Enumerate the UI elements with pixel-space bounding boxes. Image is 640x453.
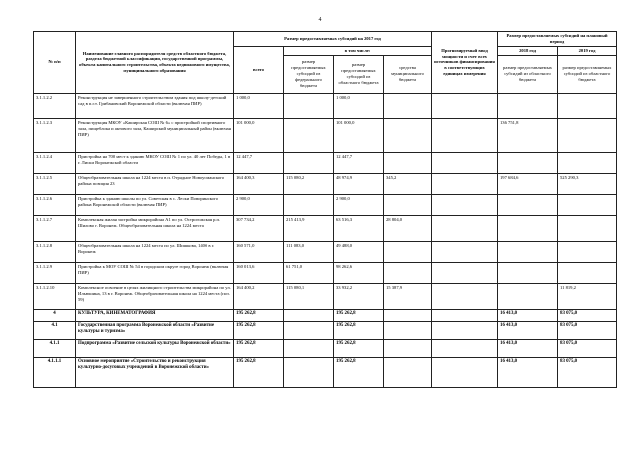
cell-mun xyxy=(384,321,432,339)
cell-y2019 xyxy=(558,194,617,215)
cell-y2019: 525 290,3 xyxy=(558,173,617,194)
cell-y2018: 16 413,0 xyxy=(498,309,558,321)
table-row xyxy=(34,93,617,118)
cell-fed: 215 413,9 xyxy=(284,215,334,241)
cell-capacity xyxy=(432,339,498,357)
cell-capacity xyxy=(432,262,498,283)
cell-y2018 xyxy=(498,93,558,118)
header-reg: размер предоставляемых субсидий из областного бюджета xyxy=(334,55,384,93)
cell-num: 3.1.1.2.5 xyxy=(34,173,76,194)
cell-capacity xyxy=(432,173,498,194)
cell-fed xyxy=(284,194,334,215)
cell-name: КУЛЬТУРА, КИНЕМАТОГРАФИЯ xyxy=(76,309,234,321)
cell-mun xyxy=(384,118,432,152)
cell-reg: 12 447,7 xyxy=(334,152,384,173)
table-row xyxy=(34,241,617,262)
header-total: всего xyxy=(234,46,284,93)
cell-y2018: 197 684,6 xyxy=(498,173,558,194)
cell-fed xyxy=(284,93,334,118)
cell-num: 3.1.1.2.4 xyxy=(34,152,76,173)
cell-mun xyxy=(384,357,432,387)
cell-total: 195 262,8 xyxy=(234,309,284,321)
cell-num: 4 xyxy=(34,309,76,321)
cell-fed xyxy=(284,357,334,387)
cell-y2019 xyxy=(558,262,617,283)
cell-y2018: 16 413,0 xyxy=(498,339,558,357)
header-mun: средства муниципального бюджета xyxy=(384,55,432,93)
cell-name: Пристройка к зданию школы по ул. Советская в с. Лески Поворинского района Воронежской области (включая ПИР) xyxy=(76,194,234,215)
cell-num: 3.1.1.2.9 xyxy=(34,262,76,283)
cell-fed: 61 751,0 xyxy=(284,262,334,283)
cell-y2018: 136 751,8 xyxy=(498,118,558,152)
cell-name: Общеобразовательная школа на 1224 места в п. Отрадное Новоусманского района позиция 23 xyxy=(76,173,234,194)
cell-num: 3.1.1.2.7 xyxy=(34,215,76,241)
header-including: в том числе: xyxy=(284,46,432,55)
cell-y2019: 11 819,2 xyxy=(558,283,617,309)
cell-reg: 195 262,8 xyxy=(334,309,384,321)
cell-mun xyxy=(384,262,432,283)
cell-reg: 195 262,8 xyxy=(334,339,384,357)
table-row xyxy=(34,339,617,357)
cell-name: Общеобразовательная школа на 1224 места по ул. Шишкова, 140б в г. Воронеж xyxy=(76,241,234,262)
cell-total: 195 262,8 xyxy=(234,357,284,387)
cell-mun: 28 804,0 xyxy=(384,215,432,241)
cell-name: Комплексная жилая застройка микрорайона А1 по ул. Острогожская р.п. Шилово г. Воронеж. Общеобразовательная школа на 1224 места xyxy=(76,215,234,241)
table-row xyxy=(34,321,617,339)
cell-mun xyxy=(384,339,432,357)
cell-reg: 195 262,8 xyxy=(334,357,384,387)
cell-y2019: 83 075,0 xyxy=(558,309,617,321)
cell-fed: 111 083,0 xyxy=(284,241,334,262)
header-year-2018: 2018 год xyxy=(498,46,558,55)
cell-total: 101 000,0 xyxy=(234,118,284,152)
cell-y2019: 83 075,0 xyxy=(558,357,617,387)
table-row xyxy=(34,215,617,241)
subsidy-table xyxy=(33,31,617,388)
header-year-2019: 2019 год xyxy=(558,46,617,55)
cell-capacity xyxy=(432,215,498,241)
header-capacity: Прогнозируемый ввод мощности и счет всех источников финансирования в соответствующих единицах измерения xyxy=(432,32,498,94)
table-row xyxy=(34,152,617,173)
cell-fed: 115 080,1 xyxy=(284,283,334,309)
cell-capacity xyxy=(432,241,498,262)
cell-capacity xyxy=(432,321,498,339)
header-reg-2019: размер предоставляемых субсидий из областного бюджета xyxy=(558,55,617,93)
cell-y2019 xyxy=(558,93,617,118)
header-fed: размер предоставляемых субсидий из федерального бюджета xyxy=(284,55,334,93)
cell-total: 12 447,7 xyxy=(234,152,284,173)
cell-reg: 63 516,3 xyxy=(334,215,384,241)
cell-num: 3.1.1.2.8 xyxy=(34,241,76,262)
table-row xyxy=(34,173,617,194)
cell-mun xyxy=(384,194,432,215)
cell-total: 164 400,2 xyxy=(234,283,284,309)
cell-reg: 48 974,9 xyxy=(334,173,384,194)
cell-capacity xyxy=(432,283,498,309)
cell-y2019 xyxy=(558,118,617,152)
cell-reg: 2 900,0 xyxy=(334,194,384,215)
cell-mun: 345,2 xyxy=(384,173,432,194)
cell-total: 160 571,0 xyxy=(234,241,284,262)
cell-num: 3.1.1.2.2 xyxy=(34,93,76,118)
cell-mun xyxy=(384,309,432,321)
cell-y2019 xyxy=(558,152,617,173)
cell-name: Реконструкция МКОУ «Каширская СОШ № 6» с пристройкой спортивного зала, пищеблока и актового зала, Каширский муниципальный район (включая ПИР) xyxy=(76,118,234,152)
cell-capacity xyxy=(432,118,498,152)
cell-num: 4.1 xyxy=(34,321,76,339)
cell-total: 160 013,6 xyxy=(234,262,284,283)
cell-name: Пристройка на 700 мест к зданию МКОУ СОШ № 1 по ул. 40 лет Победы, 1 в г. Лиски Воронежской области xyxy=(76,152,234,173)
cell-capacity xyxy=(432,152,498,173)
header-num: № п/п xyxy=(34,32,76,94)
table-row xyxy=(34,194,617,215)
cell-fed xyxy=(284,152,334,173)
cell-total: 2 900,0 xyxy=(234,194,284,215)
cell-fed xyxy=(284,339,334,357)
cell-reg: 1 000,0 xyxy=(334,93,384,118)
cell-capacity xyxy=(432,93,498,118)
cell-capacity xyxy=(432,357,498,387)
cell-num: 3.1.1.2.6 xyxy=(34,194,76,215)
cell-name: Пристройка к МОУ СОШ № 54 в городском округе город Воронеж (включая ПИР) xyxy=(76,262,234,283)
table-row xyxy=(34,262,617,283)
cell-y2019: 83 075,0 xyxy=(558,321,617,339)
cell-num: 3.1.1.2.10 xyxy=(34,283,76,309)
cell-num: 4.1.1.1 xyxy=(34,357,76,387)
header-subsidy-2017: Размер предоставляемых субсидий на 2017 год xyxy=(234,32,432,47)
cell-name: Государственная программа Воронежской области «Развитие культуры и туризма» xyxy=(76,321,234,339)
cell-y2019 xyxy=(558,241,617,262)
cell-mun xyxy=(384,152,432,173)
cell-name: Основное мероприятие «Строительство и реконструкция культурно-досуговых учреждений в Воронежской области» xyxy=(76,357,234,387)
cell-y2019 xyxy=(558,215,617,241)
cell-y2019: 83 075,0 xyxy=(558,339,617,357)
cell-mun: 15 387,9 xyxy=(384,283,432,309)
cell-y2018 xyxy=(498,152,558,173)
cell-name: Реконструкция не завершенного строительством здания под школу-детский сад в п.г.т. Грибановский Воронежской области (включая ПИР) xyxy=(76,93,234,118)
cell-mun xyxy=(384,93,432,118)
cell-y2018 xyxy=(498,262,558,283)
cell-total: 307 734,2 xyxy=(234,215,284,241)
cell-y2018: 16 413,0 xyxy=(498,357,558,387)
cell-y2018 xyxy=(498,283,558,309)
cell-total: 195 262,8 xyxy=(234,321,284,339)
cell-y2018 xyxy=(498,194,558,215)
table-row xyxy=(34,357,617,387)
cell-reg: 195 262,8 xyxy=(334,321,384,339)
cell-num: 4.1.1 xyxy=(34,339,76,357)
cell-capacity xyxy=(432,309,498,321)
cell-name: Комплексное освоение в целях жилищного строительства микрорайона по ул. Ильюшина, 13 в г. Воронеж. Общеобразовательная школа на 1224 места (поз. 59) xyxy=(76,283,234,309)
cell-fed: 115 080,2 xyxy=(284,173,334,194)
cell-total: 195 262,8 xyxy=(234,339,284,357)
cell-reg: 49 488,0 xyxy=(334,241,384,262)
header-planned: Размер предоставляемых субсидий на плановый период xyxy=(498,32,617,47)
cell-y2018 xyxy=(498,215,558,241)
cell-num: 3.1.1.2.3 xyxy=(34,118,76,152)
cell-capacity xyxy=(432,194,498,215)
header-name: Наименование главного распорядителя средств областного бюджета, раздела бюджетной классификации, государственной программы, объекта капитального строительства, объекта недвижимого имущества, муниципального образования xyxy=(76,32,234,94)
table-row xyxy=(34,283,617,309)
cell-fed xyxy=(284,309,334,321)
cell-total: 164 400,3 xyxy=(234,173,284,194)
cell-mun xyxy=(384,241,432,262)
page-number: 4 xyxy=(318,17,322,23)
table-row xyxy=(34,309,617,321)
cell-y2018: 16 413,0 xyxy=(498,321,558,339)
cell-reg: 33 932,2 xyxy=(334,283,384,309)
table-row xyxy=(34,118,617,152)
cell-total: 1 000,0 xyxy=(234,93,284,118)
header-reg-2018: размер предоставляемых субсидий из областного бюджета xyxy=(498,55,558,93)
cell-reg: 98 262,6 xyxy=(334,262,384,283)
cell-fed xyxy=(284,321,334,339)
cell-reg: 101 000,0 xyxy=(334,118,384,152)
cell-y2018 xyxy=(498,241,558,262)
cell-fed xyxy=(284,118,334,152)
cell-name: Подпрограмма «Развитие сельской культуры Воронежской области» xyxy=(76,339,234,357)
